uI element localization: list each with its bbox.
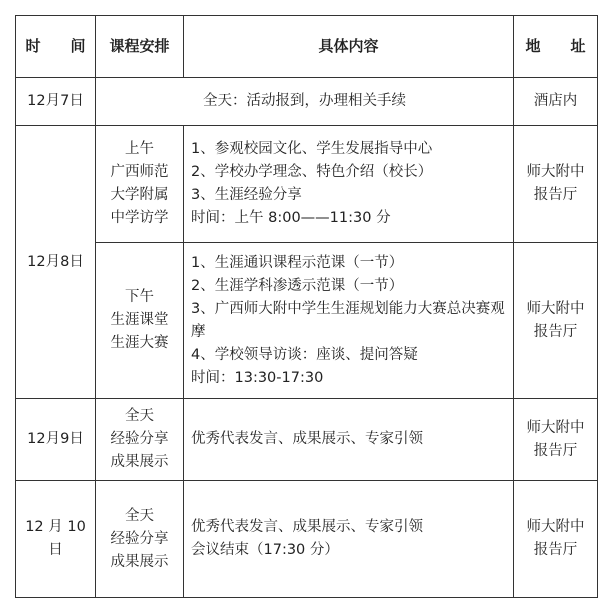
content-cell [184,243,514,399]
content-line: 优秀代表发言、成果展示、专家引领 [191,519,423,535]
course-line: 全天 [125,507,154,524]
table-row [16,78,598,126]
course-cell [96,399,184,481]
date-cell: 12月8日 [16,126,96,399]
content-line: 2、学校办学理念、特色介绍（校长） [191,164,433,180]
course-cell [96,481,184,598]
schedule-table [15,15,598,598]
content-line: 4、学校领导访谈：座谈、提问答疑 [191,346,418,363]
content-line: 3、广西师大附中学生生涯规划能力大赛总决赛观摩 [191,300,505,340]
content-cell [184,399,514,481]
course-line: 生涯课堂 [110,312,169,328]
date-cell: 12月9日 [16,399,96,481]
table-row [16,481,598,598]
table-row [16,126,598,243]
location-cell [514,126,598,243]
date-cell: 12月7日 [16,78,96,126]
location-line: 师大附中 [526,419,585,436]
course-cell [96,126,184,243]
location-line: 师大附中 [526,164,585,180]
content-line: 时间：13:30-17:30 [191,369,324,386]
header-content: 具体内容 [184,16,514,78]
course-line: 经验分享 [110,530,169,547]
location-cell [514,399,598,481]
header-row [16,16,598,78]
content-line: 1、生涯通识课程示范课（一节） [191,254,404,271]
location-line: 师大附中 [526,300,585,317]
date-cell [16,481,96,598]
date-line: 12 月 10 [25,519,86,535]
table-row [16,243,598,399]
content-line: 2、生涯学科渗透示范课（一节） [191,277,404,294]
content-line: 1、参观校园文化、学生发展指导中心 [191,141,433,157]
content-line: 时间：上午 8:00——11:30 分 [191,210,391,226]
content-line: 3、生涯经验分享 [191,187,302,203]
course-line: 经验分享 [110,431,169,447]
course-line: 上午 [125,141,154,157]
content-cell: 全天：活动报到，办理相关手续 [96,78,514,126]
location-line: 报告厅 [533,442,578,459]
content-line: 会议结束（17:30 分） [191,542,339,558]
date-line: 日 [48,542,63,558]
course-line: 广西师范 [110,164,169,180]
content-cell [184,481,514,598]
location-line: 报告厅 [533,542,578,558]
course-line: 生涯大赛 [110,335,169,351]
content-line: 优秀代表发言、成果展示、专家引领 [191,431,423,447]
header-location: 地 址 [514,16,598,78]
header-course: 课程安排 [96,16,184,78]
location-line: 报告厅 [533,187,578,203]
course-line: 全天 [125,408,154,424]
location-line: 报告厅 [533,323,578,340]
location-cell [514,481,598,598]
course-line: 中学访学 [110,210,169,226]
course-line: 大学附属 [110,187,169,203]
course-line: 下午 [125,289,154,305]
header-time: 时 间 [16,16,96,78]
course-cell [96,243,184,399]
location-cell: 酒店内 [514,78,598,126]
location-line: 师大附中 [526,519,585,535]
course-line: 成果展示 [110,553,169,570]
table-row [16,399,598,481]
content-cell [184,126,514,243]
course-line: 成果展示 [110,454,169,470]
location-cell [514,243,598,399]
